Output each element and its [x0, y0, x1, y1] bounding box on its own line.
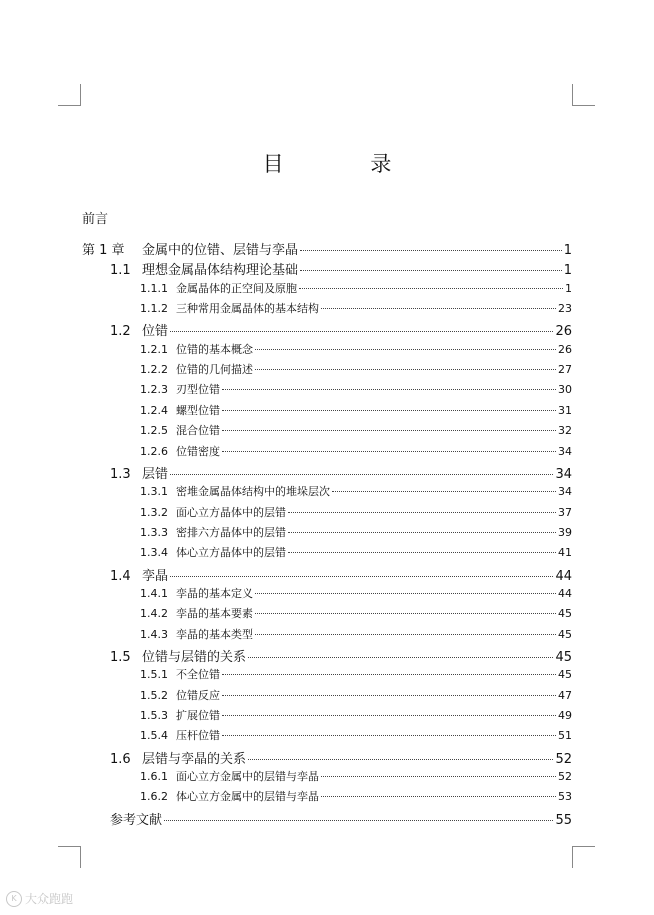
toc-dot-leader: [222, 410, 556, 411]
toc-entry-page: 34: [555, 466, 572, 482]
toc-entry[interactable]: [140, 768, 572, 784]
toc-entry[interactable]: [140, 443, 572, 459]
toc-entry-page: 51: [558, 729, 572, 743]
toc-entry-page: 1: [563, 263, 572, 279]
crop-mark-br-v: [572, 846, 573, 868]
toc-entry-number: 1.1.1: [140, 281, 168, 295]
toc-entry-page: 34: [558, 485, 572, 499]
toc-entry-page: 49: [558, 709, 572, 723]
toc-entry-number: 1.4.1: [140, 586, 168, 600]
toc-entry[interactable]: [140, 788, 572, 804]
toc-entry-page: 44: [555, 568, 572, 584]
toc-entry-page: 37: [558, 505, 572, 519]
toc-entry[interactable]: [140, 727, 572, 743]
toc-entry-page: 45: [558, 627, 572, 641]
toc-dot-leader: [164, 820, 553, 821]
crop-mark-bl-v: [80, 846, 81, 868]
toc-entry-number: 1.3.1: [140, 485, 168, 499]
toc-entry-page: 55: [555, 812, 572, 828]
toc-entry-title: 面心立方金属中的层错与孪晶: [176, 770, 319, 784]
toc-entry-page: 32: [558, 424, 572, 438]
toc-entry-title: 层错与孪晶的关系: [142, 751, 247, 767]
toc-entry[interactable]: [140, 402, 572, 418]
toc-entry[interactable]: [110, 565, 572, 584]
toc-entry-number: 1.2.4: [140, 403, 168, 417]
crop-mark-br-h: [573, 846, 595, 847]
toc-entry-title: 位错与层错的关系: [142, 650, 247, 665]
toc-entry-title: 体心立方金属中的层错与孪晶: [176, 790, 319, 804]
toc-entry[interactable]: [110, 646, 572, 665]
toc-entry[interactable]: [140, 280, 572, 296]
toc-entry-number: 1.3.4: [140, 546, 168, 560]
toc-entry-page: 1: [565, 281, 572, 295]
toc-entry-number: 1.4: [110, 568, 131, 584]
toc-entry-number: 1.1: [110, 263, 131, 279]
toc-dot-leader: [321, 796, 556, 797]
toc-entry-title: 金属中的位错、层错与孪晶: [142, 243, 299, 258]
toc-entry-title: 位错密度: [176, 444, 220, 458]
toc-entry[interactable]: [140, 626, 572, 642]
toc-entry[interactable]: [110, 809, 572, 828]
watermark-text: 大众跑跑: [25, 892, 74, 906]
toc-dot-leader: [300, 250, 562, 251]
toc-entry-page: 47: [558, 688, 572, 702]
toc-entry-title: 参考文献: [110, 812, 163, 828]
watermark-logo-icon: K: [6, 891, 22, 907]
toc-entry-page: 31: [558, 403, 572, 417]
toc-entry-page: 45: [558, 607, 572, 621]
toc-dot-leader: [300, 270, 562, 271]
toc-dot-leader: [288, 532, 556, 533]
toc-dot-leader: [288, 552, 556, 553]
toc-entry-title: 三种常用金属晶体的基本结构: [176, 302, 319, 316]
toc-entry-title: 压杆位错: [176, 729, 220, 743]
toc-entry-number: 1.5.2: [140, 688, 168, 702]
toc-dot-leader: [170, 474, 553, 475]
toc-entry-title: 孪晶的基本类型: [176, 627, 253, 641]
crop-mark-tl-v: [80, 84, 81, 106]
toc-entry-title: 密堆金属晶体结构中的堆垛层次: [176, 485, 330, 499]
toc-entry-number: 1.5: [110, 650, 131, 665]
watermark: [6, 890, 73, 907]
toc-entry-title: 混合位错: [176, 424, 220, 438]
toc-dot-leader: [222, 695, 556, 696]
toc-entry-number: 1.6.2: [140, 790, 168, 804]
toc-entry-page: 39: [558, 525, 572, 539]
toc-entry[interactable]: [140, 341, 572, 357]
toc-entry-number: 1.6.1: [140, 770, 168, 784]
toc-entry-number: 1.2.3: [140, 383, 168, 397]
toc-dot-leader: [255, 593, 556, 594]
toc-entry[interactable]: [140, 504, 572, 520]
toc-entry-title: 位错: [142, 324, 169, 340]
toc-dot-leader: [332, 491, 556, 492]
crop-mark-tr-v: [572, 84, 573, 106]
toc-dot-leader: [255, 349, 556, 350]
toc-entry-number: 1.4.3: [140, 627, 168, 641]
toc-entry[interactable]: [140, 381, 572, 397]
toc-entry-page: 27: [558, 363, 572, 377]
crop-mark-bl-h: [58, 846, 80, 847]
toc-entry-page: 23: [558, 302, 572, 316]
toc-entry-title: 刃型位错: [176, 383, 220, 397]
toc-dot-leader: [321, 776, 556, 777]
toc-entry-title: 螺型位错: [176, 403, 220, 417]
toc-entry-page: 26: [558, 342, 572, 356]
toc-dot-leader: [170, 576, 553, 577]
toc-entry-number: 1.5.4: [140, 729, 168, 743]
toc-dot-leader: [222, 735, 556, 736]
toc-entry-page: 45: [558, 668, 572, 682]
page-title: 目 录: [262, 152, 432, 176]
toc-entry[interactable]: [140, 483, 572, 499]
toc-entry[interactable]: [140, 300, 572, 316]
toc-entry[interactable]: [140, 585, 572, 601]
toc-dot-leader: [255, 613, 556, 614]
toc-entry-number: 1.3.3: [140, 525, 168, 539]
toc-entry-page: 26: [555, 324, 572, 340]
toc-entry-number: 1.2.1: [140, 342, 168, 356]
toc-entry-number: 1.2.5: [140, 424, 168, 438]
toc-entry-number: 1.5.3: [140, 709, 168, 723]
toc-entry-title: 理想金属晶体结构理论基础: [142, 263, 299, 279]
toc-entry[interactable]: [140, 544, 572, 560]
toc-entry-title: 面心立方晶体中的层错: [176, 505, 286, 519]
toc-dot-leader: [288, 512, 556, 513]
toc-entry-title: 金属晶体的正空间及原胞: [176, 281, 297, 295]
toc-entry-title: 位错的几何描述: [176, 363, 253, 377]
toc-entry-title: 密排六方晶体中的层错: [176, 525, 286, 539]
toc-entry-number: 1.5.1: [140, 668, 168, 682]
toc-entry-title: 位错的基本概念: [176, 342, 253, 356]
toc-dot-leader: [248, 657, 553, 658]
toc-entry-number: 1.6: [110, 751, 131, 767]
toc-entry-number: 1.2.2: [140, 363, 168, 377]
toc-entry[interactable]: [140, 707, 572, 723]
toc-dot-leader: [248, 759, 553, 760]
toc-entry-number: 1.2.6: [140, 444, 168, 458]
toc-entry[interactable]: [140, 687, 572, 703]
toc-entry[interactable]: [140, 666, 572, 682]
toc-entry-title: 孪晶的基本定义: [176, 586, 253, 600]
toc-entry-page: 34: [558, 444, 572, 458]
toc-entry-number: 1.1.2: [140, 302, 168, 316]
toc-entry-number: 1.2: [110, 324, 131, 340]
crop-mark-tl-h: [58, 105, 80, 106]
toc-dot-leader: [222, 715, 556, 716]
toc-dot-leader: [299, 288, 563, 289]
toc-entry[interactable]: [110, 748, 572, 767]
toc-entry-page: 30: [558, 383, 572, 397]
toc-dot-leader: [222, 451, 556, 452]
toc-dot-leader: [321, 308, 556, 309]
toc-entry-title: 孪晶: [142, 568, 169, 584]
toc-entry[interactable]: [110, 463, 572, 482]
toc-entry-page: 53: [558, 790, 572, 804]
toc-entry-page: 45: [555, 650, 572, 665]
toc-entry[interactable]: [140, 422, 572, 438]
toc-entry-page: 1: [563, 243, 572, 258]
crop-mark-tr-h: [573, 105, 595, 106]
toc-entry-number: 1.3.2: [140, 505, 168, 519]
toc-dot-leader: [170, 331, 553, 332]
toc-entry-page: 44: [558, 586, 572, 600]
toc-entry[interactable]: [110, 320, 572, 339]
toc-entry-number: 1.4.2: [140, 607, 168, 621]
toc-dot-leader: [255, 634, 556, 635]
toc-entry-title: 扩展位错: [176, 709, 220, 723]
toc-entry[interactable]: [110, 259, 572, 278]
toc-entry-title: 孪晶的基本要素: [176, 607, 253, 621]
toc-entry[interactable]: [140, 524, 572, 540]
toc-entry[interactable]: [82, 239, 572, 258]
toc-entry-title: 位错反应: [176, 688, 220, 702]
toc-entry[interactable]: [140, 605, 572, 621]
toc-dot-leader: [222, 430, 556, 431]
toc-entry-title: 不全位错: [176, 668, 220, 682]
toc-entry-title: 体心立方晶体中的层错: [176, 546, 286, 560]
toc-entry-page: 41: [558, 546, 572, 560]
toc-entry-number: 1.3: [110, 466, 131, 482]
toc-dot-leader: [222, 389, 556, 390]
preface-entry[interactable]: 前言: [82, 212, 109, 227]
toc-dot-leader: [222, 674, 556, 675]
toc-entry-page: 52: [555, 751, 572, 767]
toc-entry-title: 层错: [142, 466, 169, 482]
toc-entry-number: 第 1 章: [82, 243, 125, 258]
toc-entry[interactable]: [140, 361, 572, 377]
toc-dot-leader: [255, 369, 556, 370]
toc-entry-page: 52: [558, 770, 572, 784]
